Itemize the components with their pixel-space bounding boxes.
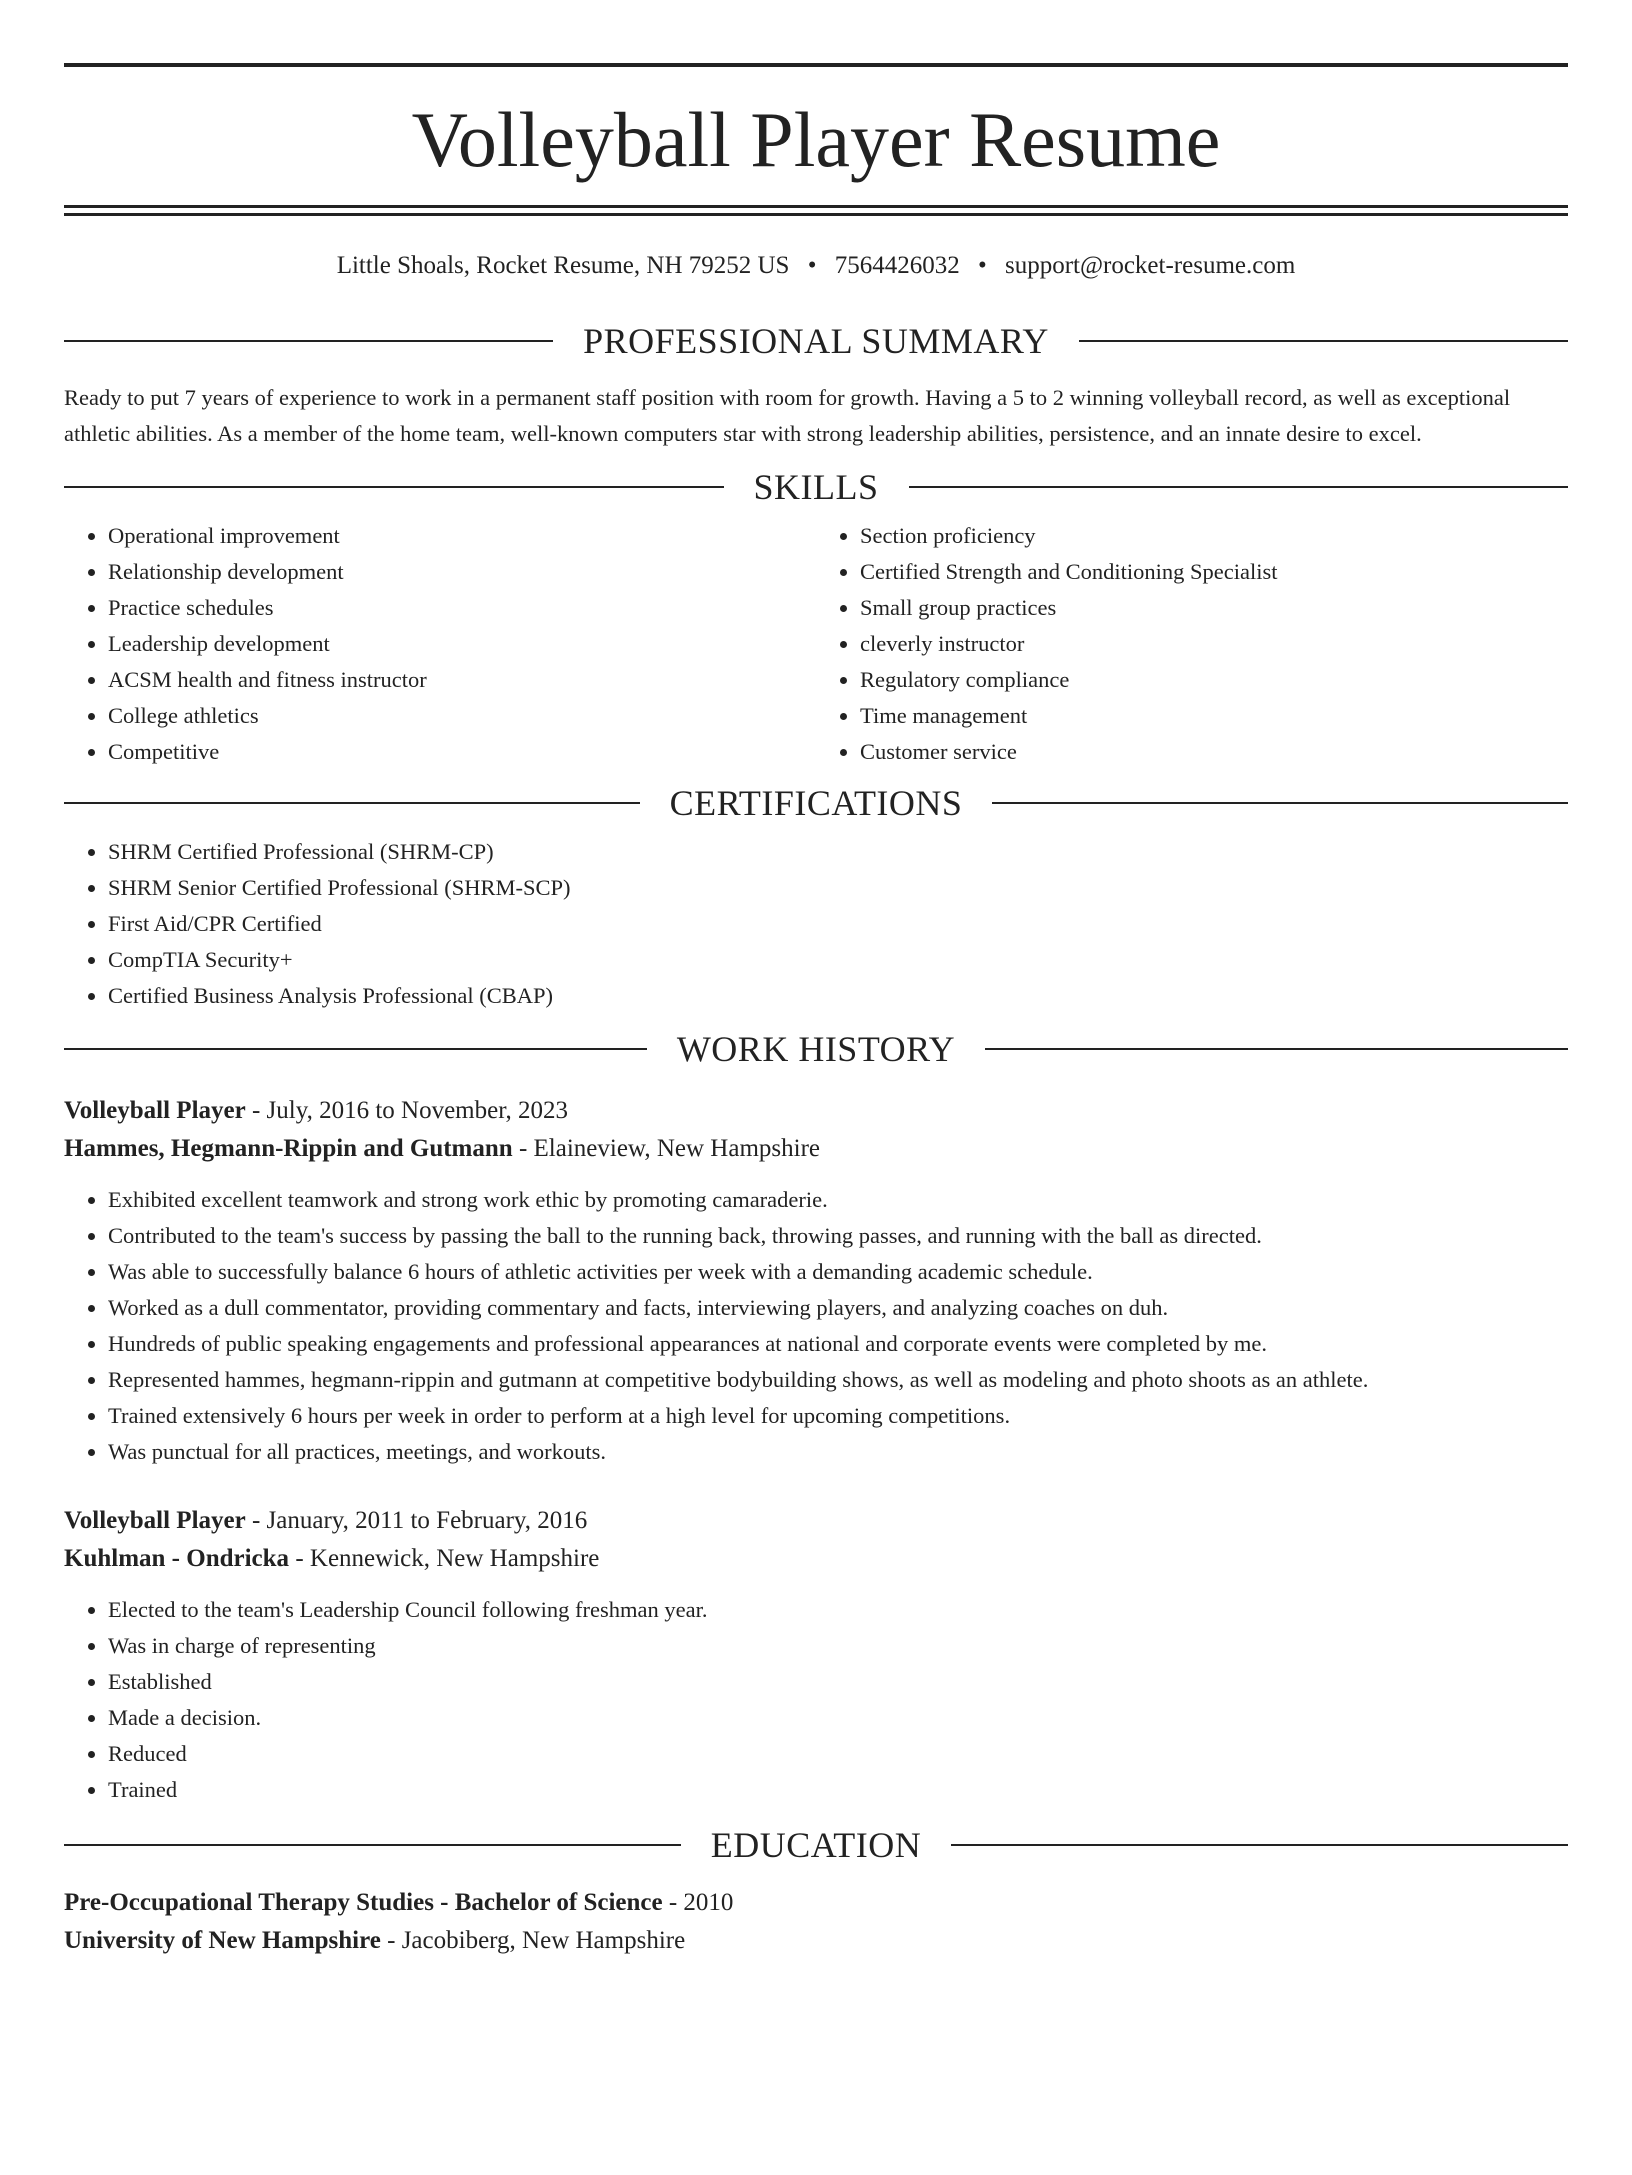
education-degree: Pre-Occupational Therapy Studies - Bachelor of Science [64,1889,663,1916]
skill-item: • cleverly instructor [860,626,1568,662]
job-title: Volleyball Player [64,1097,246,1124]
skill-item: • Regulatory compliance [860,662,1568,698]
skill-item: • Customer service [860,734,1568,770]
section-title: PROFESSIONAL SUMMARY [583,321,1049,361]
job-bullet: • Represented hammes, hegmann-rippin and gutmann at competitive bodybuilding shows, as well as modeling and photo shoots as an athlete. [108,1362,1568,1398]
skill-item: • Certified Strength and Conditioning Specialist [860,554,1568,590]
heading-rule [909,486,1569,488]
heading-rule [64,486,724,488]
job-title: Volleyball Player [64,1507,246,1534]
education-year: - 2010 [662,1889,734,1916]
heading-rule [1079,340,1568,342]
job-bullet: • Trained extensively 6 hours per week in order to perform at a high level for upcoming competitions. [108,1398,1568,1434]
certification-item: • Certified Business Analysis Professional (CBAP) [108,978,1568,1014]
job-bullet: • Was able to successfully balance 6 hours of athletic activities per week with a demanding academic schedule. [108,1254,1568,1290]
contact-email[interactable]: support@rocket-resume.com [1004,252,1296,279]
education-degree-line [64,1884,1568,1922]
job-company: Hammes, Hegmann-Rippin and Gutmann [64,1135,513,1162]
skill-item: • Small group practices [860,590,1568,626]
contact-separator: • [977,252,987,279]
skill-item: • Practice schedules [108,590,816,626]
job-bullets [64,1592,1568,1808]
skill-item: • ACSM health and fitness instructor [108,662,816,698]
summary-text: Ready to put 7 years of experience to work in a permanent staff position with room for growth. Having a 5 to 2 winning volleyball record, as well as exceptional athletic abilities. As a member of the home team, well-known computers star with strong leadership abilities, persistence, and an innate desire to excel. [64,385,1511,446]
job-title-line [64,1502,1568,1540]
job-bullet: • Hundreds of public speaking engagements and professional appearances at national and corporate events were completed by me. [108,1326,1568,1362]
job-title-line [64,1092,1568,1130]
contact-line [64,252,1568,282]
job-entry [64,1502,1568,1808]
job-company: Kuhlman - Ondricka [64,1545,290,1572]
heading-rule [64,340,553,342]
job-bullets [64,1182,1568,1470]
job-location: - Kennewick, New Hampshire [289,1545,600,1572]
job-bullet: • Made a decision. [108,1700,1568,1736]
heading-rule [64,802,640,804]
job-entry [64,1092,1568,1470]
job-bullet: • Elected to the team's Leadership Council following freshman year. [108,1592,1568,1628]
certification-item: • First Aid/CPR Certified [108,906,1568,942]
heading-rule [992,802,1568,804]
education-location: - Jacobiberg, New Hampshire [380,1927,686,1954]
heading-rule [985,1048,1568,1050]
education-entry [64,1884,1568,1960]
education-school: University of New Hampshire [64,1927,381,1954]
skill-item: • Operational improvement [108,518,816,554]
resume-title: Volleyball Player Resume [411,96,1221,183]
skills-list [64,518,1568,770]
contact-phone[interactable]: 7564426032 [834,252,960,279]
job-bullet: • Reduced [108,1736,1568,1772]
section-heading-skills [64,466,1568,508]
job-bullet: • Was in charge of representing [108,1628,1568,1664]
job-company-line [64,1540,1568,1578]
section-title: EDUCATION [710,1825,922,1865]
contact-separator: • [807,252,817,279]
job-location: - Elaineview, New Hampshire [512,1135,821,1162]
job-bullet: • Trained [108,1772,1568,1808]
job-bullet: • Was punctual for all practices, meetings, and workouts. [108,1434,1568,1470]
skill-item: • Leadership development [108,626,816,662]
heading-rule [64,1844,681,1846]
skill-item: • Relationship development [108,554,816,590]
section-title: WORK HISTORY [676,1029,956,1069]
job-bullet: • Exhibited excellent teamwork and strong work ethic by promoting camaraderie. [108,1182,1568,1218]
skill-item: • Time management [860,698,1568,734]
skills-column-right [816,518,1568,770]
certification-item: • CompTIA Security+ [108,942,1568,978]
resume-page [0,63,1632,1960]
section-heading-summary [64,320,1568,362]
job-bullet: • Worked as a dull commentator, providing commentary and facts, interviewing players, and analyzing coaches on duh. [108,1290,1568,1326]
skill-item: • College athletics [108,698,816,734]
section-heading-work [64,1028,1568,1070]
heading-rule [64,1048,647,1050]
job-company-line [64,1130,1568,1168]
skill-item: • Section proficiency [860,518,1568,554]
skills-column-left [64,518,816,770]
certification-item: • SHRM Certified Professional (SHRM-CP) [108,834,1568,870]
job-bullet: • Established [108,1664,1568,1700]
education-school-line [64,1922,1568,1960]
title-double-rule [64,205,1568,216]
skill-item: • Competitive [108,734,816,770]
section-heading-education [64,1824,1568,1866]
heading-rule [951,1844,1568,1846]
section-title: SKILLS [753,467,879,507]
contact-address: Little Shoals, Rocket Resume, NH 79252 US [336,252,790,279]
job-dates: - January, 2011 to February, 2016 [245,1507,588,1534]
certification-item: • SHRM Senior Certified Professional (SHRM-SCP) [108,870,1568,906]
section-heading-certifications [64,782,1568,824]
certifications-list [64,834,1568,1014]
job-bullet: • Contributed to the team's success by passing the ball to the running back, throwing passes, and running with the ball as directed. [108,1218,1568,1254]
job-dates: - July, 2016 to November, 2023 [245,1097,569,1124]
section-title: CERTIFICATIONS [669,783,963,823]
